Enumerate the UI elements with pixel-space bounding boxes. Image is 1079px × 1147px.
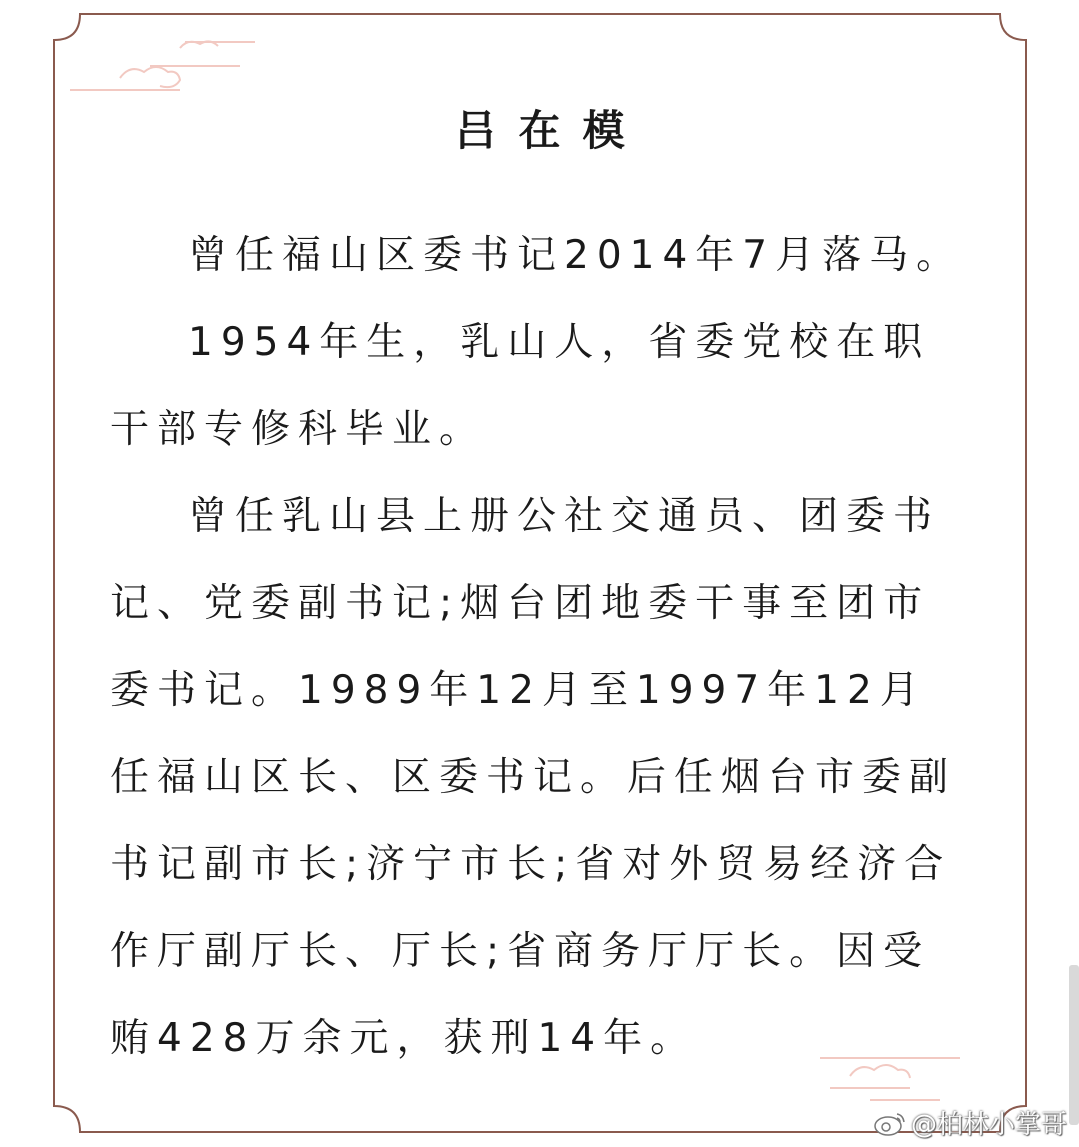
paragraph-2: 1954年生，乳山人，省委党校在职干部专修科毕业。 [110,320,931,452]
scrollbar[interactable] [1069,965,1079,1125]
watermark [873,1104,1067,1141]
document-title: 吕在模 [454,106,647,155]
cloud-ornament-top-left [70,41,255,90]
paragraph-1: 曾任福山区委书记2014年7月落马。 [188,233,964,278]
document-body [110,212,968,1082]
watermark-text: @柏林小掌哥 [910,1110,1067,1140]
weibo-icon [873,1109,907,1137]
paragraph-3: 曾任乳山县上册公社交通员、团委书记、党委副书记;烟台团地委干事至团市委书记。1989年12月至1997年12月任福山区长、区委书记。后任烟台市委副书记副市长;济宁市长;省对外贸易经济合作厅副厅长、厅长;省商务厅厅长。因受贿428万余元，获刑14年。 [110,494,957,1061]
